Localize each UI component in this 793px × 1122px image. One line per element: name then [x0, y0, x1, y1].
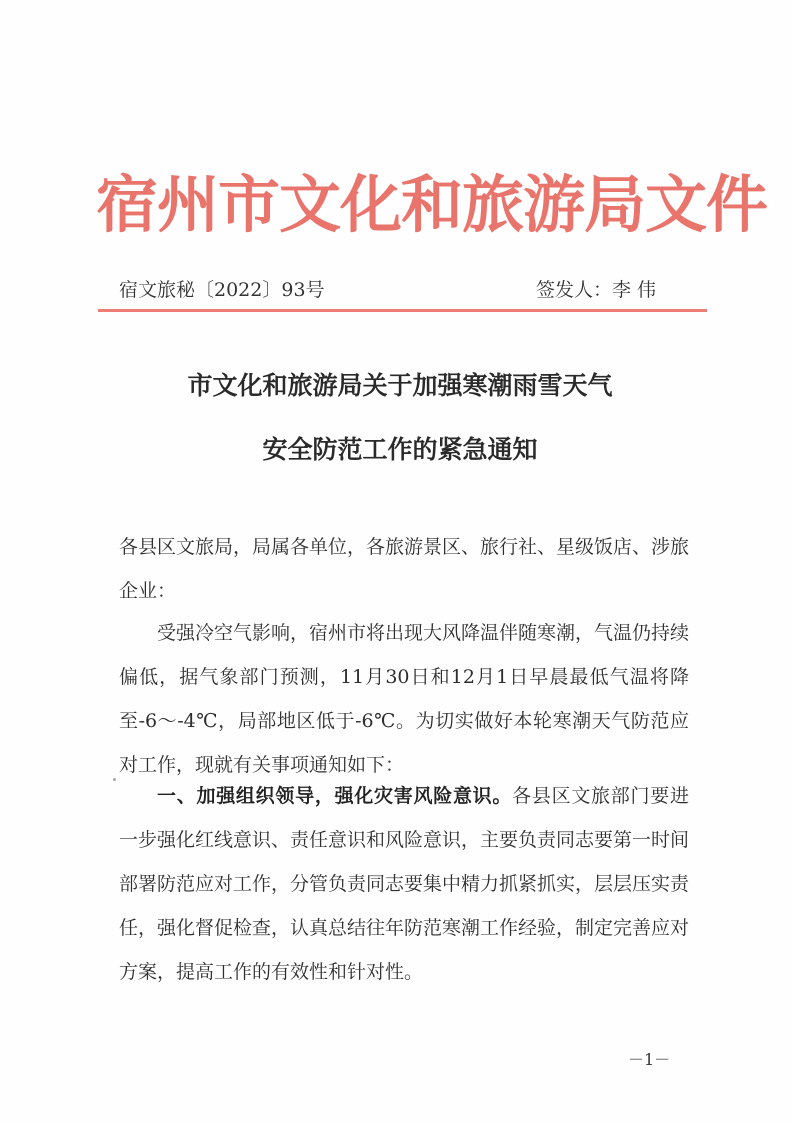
notice-title-line-1: 市文化和旅游局关于加强寒潮雨雪天气	[187, 371, 613, 400]
issuer-header-title: 宿州市文化和旅游局文件	[96, 168, 768, 241]
section-1-paragraph	[119, 774, 689, 994]
section-1-text: 各县区文旅部门要进一步强化红线意识、责任意识和风险意识，主要负责同志要第一时间部署防范应对工作，分管负责同志要集中精力抓紧抓实，层层压实责任，强化督促检查，认真总结往年防范寒潮工作经验，制定完善应对方案，提高工作的有效性和针对性。	[119, 785, 690, 983]
document-number: 宿文旅秘〔2022〕93号	[119, 279, 325, 301]
page-number: －1－	[628, 1050, 671, 1069]
intro-paragraph: 受强冷空气影响，宿州市将出现大风降温伴随寒潮，气温仍持续偏低，据气象部门预测，11月30日和12月1日早晨最低气温将降至-6～-4℃，局部地区低于-6℃。为切实做好本轮寒潮天气防范应对工作，现就有关事项通知如下：	[119, 622, 690, 776]
notice-title-line-2: 安全防范工作的紧急通知	[262, 435, 538, 464]
scan-speck	[113, 778, 116, 781]
signer-label: 签发人：李 伟	[536, 279, 657, 301]
recipients-line: 各县区文旅局，局属各单位，各旅游景区、旅行社、星级饭店、涉旅企业：	[119, 536, 690, 602]
red-separator-rule	[98, 309, 707, 312]
section-1-heading: 一、加强组织领导，强化灾害风险意识。	[157, 785, 513, 807]
